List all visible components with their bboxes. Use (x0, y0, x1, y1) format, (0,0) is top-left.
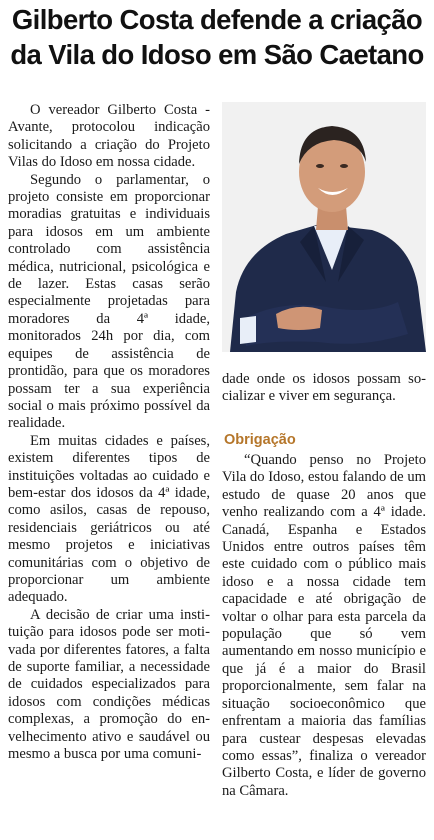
paragraph: O vereador Gilberto Costa - Avante, protocolou indicação solicitando a criação do Projeto Vilas do Idoso em nossa cidade. (8, 102, 210, 171)
paragraph: Segundo o parlamentar, o projeto consiste em proporcionar moradias gratuitas e individuais para idosos em um ambiente controlado com assistência médica, nutricional, psicológica e de lazer. Estas casas serão especialmente projetadas para moradores da 4ª idade, monitorados 24h por dia, com equipes de assistência de prontidão, para que os moradores possam ter a sua experiência social o mais próximo possível da realidade. (8, 171, 210, 432)
portrait-photo-icon (222, 102, 426, 352)
right-column-continuation (222, 371, 426, 406)
portrait-photo (222, 102, 426, 352)
paragraph: “Quando penso no Projeto Vila do Idoso, estou falando de um estudo de quase 20 anos que venho realizando com a 4ª idade. Canadá, Espanha e Estados Unidos entre outros países têm este cuidado com o público mais idoso e a nossa cidade tem capacidade e até obrigação de voltar o olhar para esta parcela da população que só vem aumentando em nosso município e que já é a maior do Brasil proporcionalmente, sem falar na situação socioeconômico que enfrentam a maioria das famílias para custear despesas elevadas como essas”, finaliza o vereador Gilberto Costa, e líder de governo na Câmara. (222, 452, 426, 799)
left-column (8, 102, 210, 763)
paragraph: Em muitas cidades e países, existem diferentes tipos de instituições voltadas ao cuidado e bem-estar dos idosos da 4ª idade, como asilos, casas de repouso, residenciais geriátricos ou até mesmo projetos e iniciativas comunitárias com o objetivo de proporcionar um ambiente adequado. (8, 432, 210, 606)
paragraph: dade onde os idosos possam socializar e viver em segurança. (222, 371, 426, 405)
right-column-section (222, 452, 426, 800)
section-subhead: Obrigação (224, 432, 296, 448)
headline: Gilberto Costa defende a criação da Vila do Idoso em São Caetano (10, 4, 424, 70)
paragraph: A decisão de criar uma instituição para idosos pode ser motivada por diferentes fatores, a falta de suporte familiar, a necessidade de cuidados especializados para idosos com condições médicas complexas, a promoção do envelhecimento ativo e saudável ou mesmo a busca por uma comuni- (8, 606, 210, 763)
